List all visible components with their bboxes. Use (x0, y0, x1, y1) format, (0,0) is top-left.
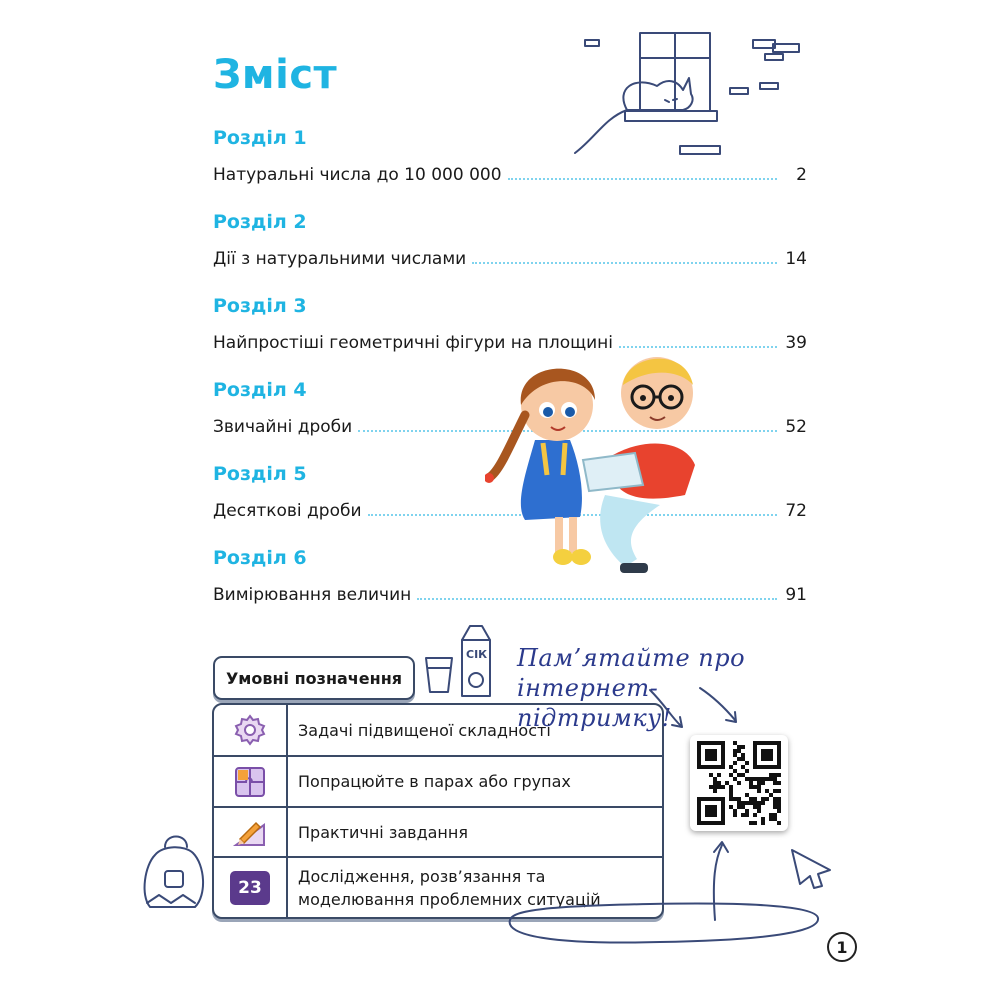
toc-entry-title: Натуральні числа до 10 000 000 (213, 165, 502, 185)
pencil-ruler-icon (232, 815, 268, 849)
section-heading-3: Розділ 3 (213, 295, 307, 317)
toc-leader (508, 178, 777, 180)
toc-entry-title: Дії з натуральними числами (213, 249, 467, 269)
puzzle-icon (233, 765, 267, 799)
toc-entry-title: Десяткові дроби (213, 501, 362, 521)
calendar-23-icon (230, 871, 270, 905)
toc-entry-title: Найпростіші геометричні фігури на площині (213, 333, 614, 353)
section-heading-1: Розділ 1 (213, 127, 307, 149)
toc-page-number: 91 (785, 585, 807, 605)
legend-icon-cell (214, 808, 288, 856)
toc-leader (417, 598, 777, 600)
note-line: Пам’ятайте про інтернет- (517, 644, 746, 702)
calendar-badge-number: 23 (238, 877, 262, 898)
note-line: підтримку! (517, 704, 672, 732)
gear-icon (233, 713, 267, 747)
toc-entry-title: Звичайні дроби (213, 417, 353, 437)
backpack-sketch (135, 825, 215, 915)
toc-page-number: 14 (785, 249, 807, 269)
toc-entry-1[interactable] (213, 161, 807, 185)
section-heading-6: Розділ 6 (213, 547, 307, 569)
children-illustration (485, 345, 705, 580)
section-heading-5: Розділ 5 (213, 463, 307, 485)
toc-page-number: 52 (785, 417, 807, 437)
juice-label: СІК (466, 648, 488, 661)
toc-entry-title: Вимірювання величин (213, 585, 412, 605)
toc-page-number: 2 (796, 165, 807, 185)
page-number: 1 (827, 932, 857, 962)
legend-text: Задачі підвищеної складності (298, 720, 551, 740)
section-heading-2: Розділ 2 (213, 211, 307, 233)
section-heading-4: Розділ 4 (213, 379, 307, 401)
arrows-sketch (500, 680, 840, 950)
cup-juice-sketch (420, 620, 500, 700)
qr-code-card[interactable] (690, 735, 788, 831)
window-cat-sketch (565, 28, 805, 163)
legend-icon-cell (214, 705, 288, 755)
legend-text: Практичні завдання (298, 822, 468, 842)
legend-icon-cell (214, 757, 288, 806)
legend-title: Умовні позначення (213, 656, 415, 700)
page-title: Зміст (213, 52, 338, 98)
legend-text-line: моделювання проблемних ситуацій (298, 889, 601, 909)
legend-icon-cell (214, 858, 288, 917)
toc-page-number: 72 (785, 501, 807, 521)
toc-leader (472, 262, 777, 264)
qr-code[interactable] (697, 741, 781, 825)
legend-text-line: Дослідження, розв’язання та (298, 866, 546, 886)
legend-text: Попрацюйте в парах або групах (298, 772, 571, 791)
toc-entry-6[interactable] (213, 581, 807, 605)
toc-entry-2[interactable] (213, 245, 807, 269)
toc-page-number: 39 (785, 333, 807, 353)
